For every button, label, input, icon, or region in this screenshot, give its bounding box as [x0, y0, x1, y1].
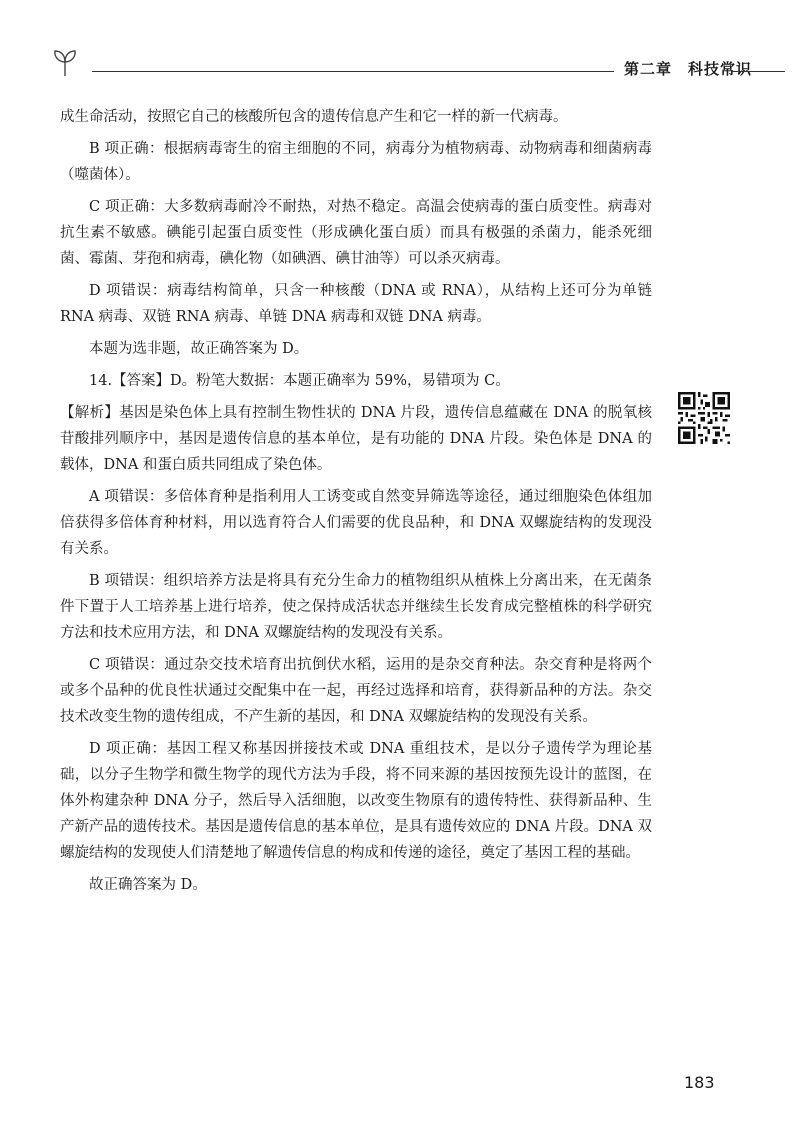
leaf-icon	[50, 46, 80, 78]
paragraph: D 项正确：基因工程又称基因拼接技术或 DNA 重组技术，是以分子遗传学为理论基础，以分子生物学和微生物学的现代方法为手段，将不同来源的基因按预先设计的蓝图，在体外构建杂种 DNA 分子，然后导入活细胞，以改变生物原有的遗传特性、获得新品种、生产新产品的遗传技术。基因是遗传信息的基本单位，是具有遗传效应的 DNA 片段。DNA 双螺旋结构的发现使人们清楚地了解遗传信息的构成和传递的途径，奠定了基因工程的基础。	[60, 741, 652, 861]
qr-code[interactable]	[678, 392, 730, 444]
paragraph: A 项错误：多倍体育种是指利用人工诱变或自然变异筛选等途径，通过细胞染色体组加倍获得多倍体育种材料，用以选育符合人们需要的优良品种，和 DNA 双螺旋结构的发现没有关系。	[60, 489, 652, 557]
page-header	[40, 46, 785, 86]
paragraph: D 项错误：病毒结构简单，只含一种核酸（DNA 或 RNA），从结构上还可分为单链 RNA 病毒、双链 RNA 病毒、单链 DNA 病毒和双链 DNA 病毒。	[60, 283, 652, 325]
answer-heading: 14.【答案】D。粉笔大数据：本题正确率为 59%，易错项为 C。	[89, 373, 510, 389]
page-body	[60, 104, 652, 904]
paragraph: 故正确答案为 D。	[89, 877, 207, 893]
paragraph: B 项错误：组织培养方法是将具有充分生命力的植物组织从植株上分离出来，在无菌条件下置于人工培养基上进行培养，使之保持成活状态并继续生长发育成完整植株的科学研究方法和技术应用方法，和 DNA 双螺旋结构的发现没有关系。	[60, 573, 652, 641]
header-rule-left	[92, 71, 614, 72]
analysis-paragraph: 【解析】基因是染色体上具有控制生物性状的 DNA 片段，遗传信息蕴藏在 DNA 的脱氧核苷酸排列顺序中，基因是遗传信息的基本单位，是有功能的 DNA 片段。染色体是 DNA 的载体，DNA 和蛋白质共同组成了染色体。	[60, 405, 652, 473]
paragraph: B 项正确：根据病毒寄生的宿主细胞的不同，病毒分为植物病毒、动物病毒和细菌病毒（噬菌体）。	[60, 141, 652, 183]
paragraph: C 项错误：通过杂交技术培育出抗倒伏水稻，运用的是杂交育种法。杂交育种是将两个或多个品种的优良性状通过交配集中在一起，再经过选择和培育，获得新品种的方法。杂交技术改变生物的遗传组成，不产生新的基因，和 DNA 双螺旋结构的发现没有关系。	[60, 657, 652, 725]
paragraph: 本题为选非题，故正确答案为 D。	[89, 341, 309, 357]
paragraph: C 项正确：大多数病毒耐冷不耐热，对热不稳定。高温会使病毒的蛋白质变性。病毒对抗生素不敏感。碘能引起蛋白质变性（形成碘化蛋白质）而具有极强的杀菌力，能杀死细菌、霉菌、芽孢和病毒，碘化物（如碘酒、碘甘油等）可以杀灭病毒。	[60, 199, 652, 267]
page-number: 183	[684, 1073, 715, 1092]
chapter-title: 第二章 科技常识	[624, 60, 753, 78]
paragraph: 成生命活动，按照它自己的核酸所包含的遗传信息产生和它一样的新一代病毒。	[60, 109, 568, 125]
header-rule-right	[732, 71, 785, 72]
